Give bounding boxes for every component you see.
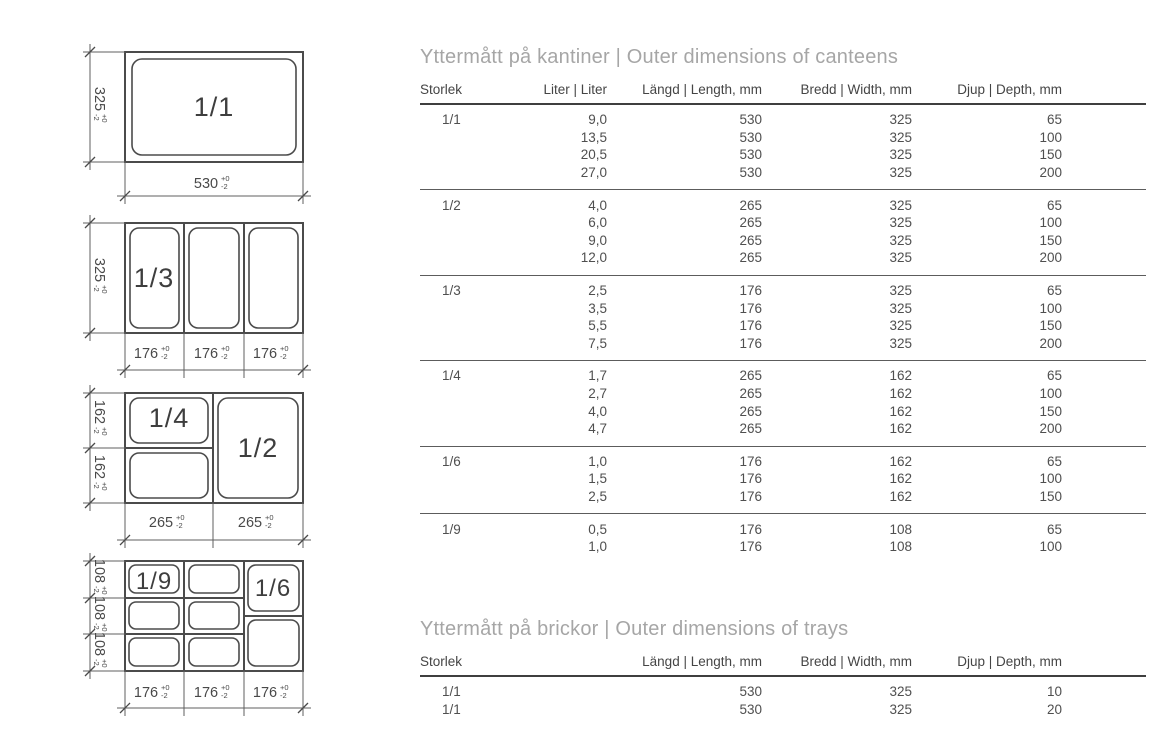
width-cell: 108 xyxy=(889,521,912,537)
length-cell: 530 xyxy=(739,129,762,145)
depth-cell: 65 xyxy=(1046,368,1062,384)
width-cell: 325 xyxy=(889,112,912,128)
size-cell: 1/4 xyxy=(442,368,461,384)
pan-size-label: 1/4 xyxy=(148,403,190,433)
height-dimension xyxy=(83,215,125,341)
size-group-1-2 xyxy=(420,190,1146,275)
svg-text:+0: +0 xyxy=(100,482,109,491)
pan-size-label: 1/2 xyxy=(237,433,279,463)
canteens-table-body xyxy=(420,105,1146,563)
liter-cell: 5,5 xyxy=(588,318,607,334)
svg-text:176: 176 xyxy=(133,346,159,362)
depth-cell: 150 xyxy=(1039,488,1062,504)
depth-cell: 100 xyxy=(1039,129,1062,145)
trays-header-row xyxy=(420,654,1146,677)
table-row xyxy=(420,232,1146,250)
column-header-bredd: Bredd | Width, mm xyxy=(800,654,912,669)
width-cell: 325 xyxy=(889,300,912,316)
pan-size-label: 1/9 xyxy=(135,568,173,595)
svg-text:176: 176 xyxy=(193,346,219,362)
size-cell: 1/2 xyxy=(442,197,461,213)
length-cell: 176 xyxy=(739,471,762,487)
svg-text:+0: +0 xyxy=(100,427,109,436)
liter-cell: 0,5 xyxy=(588,521,607,537)
compartment xyxy=(189,602,239,629)
diagram-gn-1-3 xyxy=(83,215,311,378)
table-row xyxy=(420,111,1146,129)
width-cell: 162 xyxy=(889,403,912,419)
width-cell: 325 xyxy=(889,335,912,351)
liter-cell: 3,5 xyxy=(588,300,607,316)
svg-text:+0: +0 xyxy=(100,623,109,632)
table-row xyxy=(420,488,1146,506)
width-cell: 325 xyxy=(889,215,912,231)
liter-cell: 2,7 xyxy=(588,386,607,402)
depth-cell: 65 xyxy=(1046,112,1062,128)
dimension-label xyxy=(91,258,109,294)
liter-cell: 9,0 xyxy=(588,112,607,128)
dimension-label xyxy=(194,174,230,192)
depth-cell: 150 xyxy=(1039,147,1062,163)
length-cell: 265 xyxy=(739,368,762,384)
svg-text:-2: -2 xyxy=(280,352,287,361)
depth-cell: 200 xyxy=(1039,165,1062,181)
liter-cell: 4,0 xyxy=(588,197,607,213)
length-cell: 530 xyxy=(739,684,762,700)
pan-size-label: 1/6 xyxy=(254,575,292,602)
size-cell: 1/6 xyxy=(442,453,461,469)
svg-text:+0: +0 xyxy=(161,683,170,692)
svg-text:-2: -2 xyxy=(221,182,228,191)
canteens-section xyxy=(420,44,1146,563)
svg-text:325: 325 xyxy=(91,86,107,112)
width-dimension xyxy=(117,671,311,716)
width-cell: 325 xyxy=(889,165,912,181)
length-cell: 176 xyxy=(739,539,762,555)
depth-cell: 150 xyxy=(1039,318,1062,334)
compartment xyxy=(129,602,179,629)
length-cell: 265 xyxy=(739,232,762,248)
table-row xyxy=(420,701,1146,719)
svg-text:-2: -2 xyxy=(92,285,101,292)
size-cell: 1/3 xyxy=(442,283,461,299)
size-group-1-6 xyxy=(420,447,1146,515)
svg-text:-2: -2 xyxy=(92,623,101,630)
width-cell: 162 xyxy=(889,386,912,402)
depth-cell: 100 xyxy=(1039,300,1062,316)
svg-text:176: 176 xyxy=(133,685,159,701)
svg-text:-2: -2 xyxy=(161,691,168,700)
compartment xyxy=(129,638,179,666)
svg-text:+0: +0 xyxy=(221,344,230,353)
size-group-1-3 xyxy=(420,276,1146,361)
liter-cell: 1,5 xyxy=(588,471,607,487)
length-cell: 265 xyxy=(739,250,762,266)
table-row xyxy=(420,453,1146,471)
length-cell: 530 xyxy=(739,165,762,181)
svg-text:108: 108 xyxy=(91,558,107,584)
depth-cell: 150 xyxy=(1039,232,1062,248)
svg-text:-2: -2 xyxy=(221,691,228,700)
length-cell: 265 xyxy=(739,215,762,231)
table-row xyxy=(420,402,1146,420)
svg-text:530: 530 xyxy=(193,176,219,192)
length-cell: 530 xyxy=(739,147,762,163)
dimension-label xyxy=(149,513,185,531)
dimension-label xyxy=(134,683,170,701)
length-cell: 530 xyxy=(739,701,762,717)
length-cell: 176 xyxy=(739,335,762,351)
svg-text:-2: -2 xyxy=(280,691,287,700)
size-group-1-4 xyxy=(420,361,1146,446)
liter-cell: 1,0 xyxy=(588,539,607,555)
svg-text:108: 108 xyxy=(91,595,107,621)
width-cell: 162 xyxy=(889,421,912,437)
svg-text:+0: +0 xyxy=(280,344,289,353)
column-header-bredd: Bredd | Width, mm xyxy=(800,82,912,97)
height-dimension xyxy=(83,553,125,679)
width-dimension xyxy=(117,503,311,548)
diagram-gn-1-1 xyxy=(83,44,311,204)
column-header-djup: Djup | Depth, mm xyxy=(957,654,1062,669)
depth-cell: 200 xyxy=(1039,250,1062,266)
depth-cell: 100 xyxy=(1039,471,1062,487)
svg-text:-2: -2 xyxy=(92,114,101,121)
svg-text:176: 176 xyxy=(252,346,278,362)
size-cell: 1/1 xyxy=(442,112,461,128)
length-cell: 530 xyxy=(739,112,762,128)
length-cell: 176 xyxy=(739,521,762,537)
width-cell: 325 xyxy=(889,684,912,700)
table-row xyxy=(420,420,1146,438)
length-cell: 176 xyxy=(739,283,762,299)
svg-text:265: 265 xyxy=(237,515,263,531)
canteens-title: Yttermått på kantiner | Outer dimensions of canteens xyxy=(420,46,899,68)
depth-cell: 100 xyxy=(1039,215,1062,231)
dimension-label xyxy=(253,344,289,362)
column-header-liter: Liter | Liter xyxy=(543,82,607,97)
table-row xyxy=(420,282,1146,300)
width-cell: 325 xyxy=(889,232,912,248)
width-cell: 325 xyxy=(889,129,912,145)
liter-cell: 6,0 xyxy=(588,215,607,231)
liter-cell: 13,5 xyxy=(580,129,607,145)
depth-cell: 150 xyxy=(1039,403,1062,419)
width-cell: 325 xyxy=(889,197,912,213)
depth-cell: 65 xyxy=(1046,197,1062,213)
svg-text:+0: +0 xyxy=(280,683,289,692)
dimension-label xyxy=(91,455,109,491)
svg-text:108: 108 xyxy=(91,631,107,657)
liter-cell: 27,0 xyxy=(580,165,607,181)
svg-text:+0: +0 xyxy=(221,683,230,692)
table-row xyxy=(420,196,1146,214)
width-cell: 162 xyxy=(889,368,912,384)
width-cell: 162 xyxy=(889,488,912,504)
svg-text:-2: -2 xyxy=(161,352,168,361)
liter-cell: 9,0 xyxy=(588,232,607,248)
depth-cell: 65 xyxy=(1046,453,1062,469)
svg-text:-2: -2 xyxy=(92,659,101,666)
table-row xyxy=(420,385,1146,403)
compartment xyxy=(249,228,298,328)
depth-cell: 10 xyxy=(1046,684,1062,700)
diagram-gn-1-4-1-2 xyxy=(83,385,311,548)
svg-text:+0: +0 xyxy=(100,285,109,294)
technical-diagrams xyxy=(0,0,360,754)
length-cell: 265 xyxy=(739,421,762,437)
compartment xyxy=(189,565,239,593)
dimension-label xyxy=(91,632,109,668)
width-cell: 162 xyxy=(889,471,912,487)
depth-cell: 100 xyxy=(1039,386,1062,402)
size-cell: 1/1 xyxy=(442,684,461,700)
svg-text:+0: +0 xyxy=(100,659,109,668)
dimension-label xyxy=(91,400,109,436)
height-dimension xyxy=(83,385,125,511)
svg-text:+0: +0 xyxy=(176,513,185,522)
table-row xyxy=(420,470,1146,488)
length-cell: 265 xyxy=(739,403,762,419)
liter-cell: 2,5 xyxy=(588,488,607,504)
depth-cell: 200 xyxy=(1039,421,1062,437)
table-row xyxy=(420,335,1146,353)
width-dimension xyxy=(117,162,311,204)
length-cell: 265 xyxy=(739,197,762,213)
svg-text:265: 265 xyxy=(148,515,174,531)
size-group-1-9 xyxy=(420,514,1146,563)
dimension-label xyxy=(253,683,289,701)
liter-cell: 2,5 xyxy=(588,283,607,299)
trays-section xyxy=(420,616,1146,726)
length-cell: 176 xyxy=(739,300,762,316)
dimension-label xyxy=(194,344,230,362)
width-cell: 325 xyxy=(889,318,912,334)
size-group-1-1 xyxy=(420,105,1146,190)
table-row xyxy=(420,317,1146,335)
dimension-label xyxy=(91,559,109,595)
compartment xyxy=(189,228,239,328)
width-cell: 325 xyxy=(889,250,912,266)
column-header-storlek: Storlek xyxy=(420,654,463,669)
column-header-langd: Längd | Length, mm xyxy=(642,82,762,97)
dimension-label xyxy=(91,87,109,123)
size-cell: 1/1 xyxy=(442,701,461,717)
compartment xyxy=(248,620,299,666)
depth-cell: 20 xyxy=(1046,701,1062,717)
svg-text:162: 162 xyxy=(91,399,107,425)
svg-text:-2: -2 xyxy=(92,427,101,434)
table-row xyxy=(420,214,1146,232)
table-row xyxy=(420,299,1146,317)
svg-text:+0: +0 xyxy=(100,586,109,595)
table-row xyxy=(420,520,1146,538)
liter-cell: 4,7 xyxy=(588,421,607,437)
width-dimension xyxy=(117,333,311,378)
trays-table-body xyxy=(420,677,1146,726)
width-cell: 162 xyxy=(889,453,912,469)
liter-cell: 12,0 xyxy=(580,250,607,266)
canteens-header-row xyxy=(420,82,1146,105)
liter-cell: 4,0 xyxy=(588,403,607,419)
compartment xyxy=(189,638,239,666)
svg-text:+0: +0 xyxy=(221,174,230,183)
svg-text:+0: +0 xyxy=(100,114,109,123)
length-cell: 176 xyxy=(739,453,762,469)
svg-text:176: 176 xyxy=(193,685,219,701)
liter-cell: 1,7 xyxy=(588,368,607,384)
dimension-label xyxy=(134,344,170,362)
column-header-djup: Djup | Depth, mm xyxy=(957,82,1062,97)
svg-text:325: 325 xyxy=(91,257,107,283)
svg-text:162: 162 xyxy=(91,454,107,480)
svg-text:-2: -2 xyxy=(221,352,228,361)
width-cell: 325 xyxy=(889,701,912,717)
column-header-langd: Längd | Length, mm xyxy=(642,654,762,669)
length-cell: 265 xyxy=(739,386,762,402)
table-row xyxy=(420,249,1146,267)
liter-cell: 1,0 xyxy=(588,453,607,469)
column-header-storlek: Storlek xyxy=(420,82,463,97)
width-cell: 108 xyxy=(889,539,912,555)
svg-text:+0: +0 xyxy=(265,513,274,522)
table-row xyxy=(420,683,1146,701)
depth-cell: 65 xyxy=(1046,283,1062,299)
dimension-label xyxy=(194,683,230,701)
length-cell: 176 xyxy=(739,318,762,334)
svg-text:-2: -2 xyxy=(92,586,101,593)
width-cell: 325 xyxy=(889,147,912,163)
svg-text:176: 176 xyxy=(252,685,278,701)
svg-text:-2: -2 xyxy=(176,521,183,530)
trays-title: Yttermått på brickor | Outer dimensions of trays xyxy=(420,618,849,640)
table-row xyxy=(420,538,1146,556)
pan-size-label: 1/1 xyxy=(193,92,235,122)
svg-text:-2: -2 xyxy=(92,482,101,489)
length-cell: 176 xyxy=(739,488,762,504)
width-cell: 325 xyxy=(889,283,912,299)
height-dimension xyxy=(83,44,125,170)
depth-cell: 65 xyxy=(1046,521,1062,537)
dimension-label xyxy=(238,513,274,531)
dimension-label xyxy=(91,596,109,632)
svg-text:-2: -2 xyxy=(265,521,272,530)
table-row xyxy=(420,129,1146,147)
table-row xyxy=(420,164,1146,182)
table-row xyxy=(420,146,1146,164)
liter-cell: 7,5 xyxy=(588,335,607,351)
size-cell: 1/9 xyxy=(442,521,461,537)
liter-cell: 20,5 xyxy=(580,147,607,163)
svg-text:+0: +0 xyxy=(161,344,170,353)
pan-size-label: 1/3 xyxy=(133,263,175,293)
dividers xyxy=(184,223,244,333)
table-row xyxy=(420,367,1146,385)
trays-rows-group xyxy=(420,677,1146,726)
diagram-gn-1-9-1-6 xyxy=(83,553,311,716)
depth-cell: 100 xyxy=(1039,539,1062,555)
compartment xyxy=(130,453,208,498)
depth-cell: 200 xyxy=(1039,335,1062,351)
